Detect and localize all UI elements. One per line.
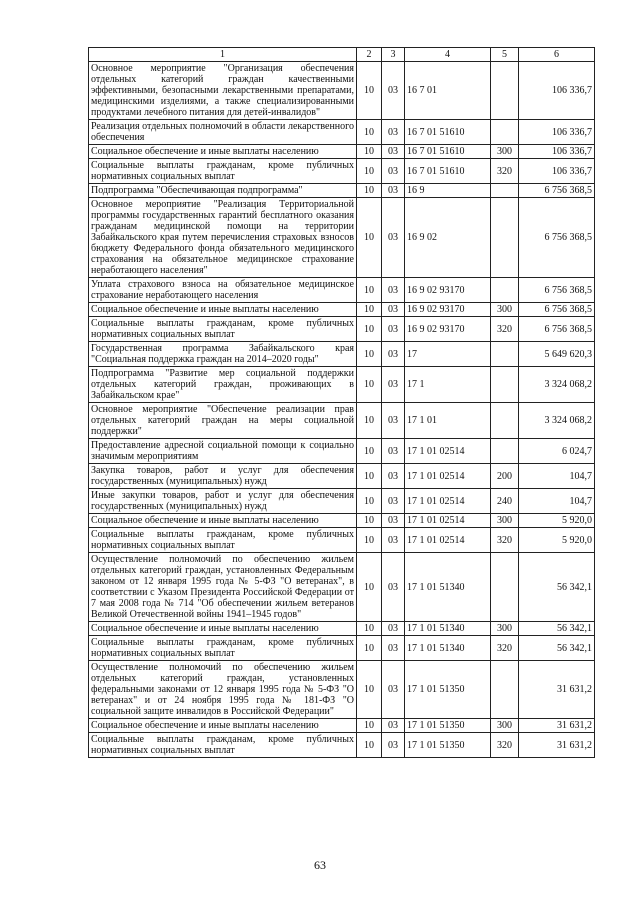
cell-csr: 17 1 01 bbox=[405, 403, 491, 439]
table-body bbox=[89, 62, 595, 758]
cell-name: Основное мероприятие "Реализация Территориальной программы государственных гарантий бесплатного оказания гражданам медицинской помощи на территории Забайкальского края путем перечисления страховых взносов бюджету Федерального фонда обязательного медицинского страхования на обязательное медицинское страхование неработающего населения" bbox=[89, 198, 357, 278]
cell-csr: 16 7 01 bbox=[405, 62, 491, 120]
cell-name: Иные закупки товаров, работ и услуг для обеспечения государственных (муниципальных) нужд bbox=[89, 489, 357, 514]
cell-vr bbox=[491, 198, 519, 278]
cell-csr: 16 9 bbox=[405, 184, 491, 198]
table-row bbox=[89, 636, 595, 661]
cell-vr: 240 bbox=[491, 489, 519, 514]
cell-name: Социальные выплаты гражданам, кроме публичных нормативных социальных выплат bbox=[89, 733, 357, 758]
cell-vr bbox=[491, 62, 519, 120]
cell-rz: 10 bbox=[357, 159, 382, 184]
cell-rz: 10 bbox=[357, 303, 382, 317]
cell-vr: 300 bbox=[491, 303, 519, 317]
budget-table bbox=[88, 47, 595, 758]
cell-rz: 10 bbox=[357, 184, 382, 198]
table-row bbox=[89, 719, 595, 733]
cell-name: Социальные выплаты гражданам, кроме публичных нормативных социальных выплат bbox=[89, 317, 357, 342]
cell-sum: 5 920,0 bbox=[519, 514, 595, 528]
cell-csr: 16 9 02 bbox=[405, 198, 491, 278]
cell-sum: 104,7 bbox=[519, 489, 595, 514]
cell-sum: 106 336,7 bbox=[519, 120, 595, 145]
cell-rz: 10 bbox=[357, 622, 382, 636]
cell-vr: 320 bbox=[491, 317, 519, 342]
cell-sum: 6 756 368,5 bbox=[519, 184, 595, 198]
cell-csr: 17 1 01 51350 bbox=[405, 719, 491, 733]
cell-csr: 17 1 01 02514 bbox=[405, 528, 491, 553]
cell-pr: 03 bbox=[382, 489, 405, 514]
cell-sum: 3 324 068,2 bbox=[519, 367, 595, 403]
table-row bbox=[89, 303, 595, 317]
cell-csr: 17 1 01 51350 bbox=[405, 661, 491, 719]
table-row bbox=[89, 278, 595, 303]
cell-vr: 200 bbox=[491, 464, 519, 489]
cell-sum: 106 336,7 bbox=[519, 145, 595, 159]
cell-pr: 03 bbox=[382, 553, 405, 622]
cell-pr: 03 bbox=[382, 622, 405, 636]
table-row bbox=[89, 342, 595, 367]
cell-pr: 03 bbox=[382, 303, 405, 317]
cell-vr: 300 bbox=[491, 145, 519, 159]
table-row bbox=[89, 489, 595, 514]
cell-pr: 03 bbox=[382, 120, 405, 145]
cell-pr: 03 bbox=[382, 514, 405, 528]
cell-pr: 03 bbox=[382, 464, 405, 489]
cell-csr: 16 7 01 51610 bbox=[405, 159, 491, 184]
cell-vr: 320 bbox=[491, 159, 519, 184]
cell-pr: 03 bbox=[382, 528, 405, 553]
cell-csr: 17 1 01 02514 bbox=[405, 439, 491, 464]
cell-rz: 10 bbox=[357, 661, 382, 719]
cell-name: Социальные выплаты гражданам, кроме публичных нормативных социальных выплат bbox=[89, 159, 357, 184]
cell-name: Закупка товаров, работ и услуг для обеспечения государственных (муниципальных) нужд bbox=[89, 464, 357, 489]
cell-csr: 17 1 01 51340 bbox=[405, 553, 491, 622]
cell-rz: 10 bbox=[357, 403, 382, 439]
header-cell: 3 bbox=[382, 48, 405, 62]
cell-vr bbox=[491, 367, 519, 403]
cell-sum: 31 631,2 bbox=[519, 719, 595, 733]
cell-sum: 31 631,2 bbox=[519, 661, 595, 719]
cell-rz: 10 bbox=[357, 464, 382, 489]
cell-rz: 10 bbox=[357, 636, 382, 661]
table-row bbox=[89, 553, 595, 622]
table-row bbox=[89, 184, 595, 198]
table-row bbox=[89, 317, 595, 342]
cell-pr: 03 bbox=[382, 317, 405, 342]
cell-name: Социальные выплаты гражданам, кроме публичных нормативных социальных выплат bbox=[89, 636, 357, 661]
cell-vr bbox=[491, 342, 519, 367]
table-row bbox=[89, 403, 595, 439]
table-row bbox=[89, 622, 595, 636]
cell-pr: 03 bbox=[382, 198, 405, 278]
cell-csr: 17 1 bbox=[405, 367, 491, 403]
cell-name: Уплата страхового взноса на обязательное медицинское страхование неработающего населения bbox=[89, 278, 357, 303]
header-cell: 6 bbox=[519, 48, 595, 62]
cell-rz: 10 bbox=[357, 120, 382, 145]
cell-csr: 17 1 01 02514 bbox=[405, 464, 491, 489]
cell-sum: 3 324 068,2 bbox=[519, 403, 595, 439]
cell-csr: 17 1 01 02514 bbox=[405, 514, 491, 528]
header-cell: 2 bbox=[357, 48, 382, 62]
cell-pr: 03 bbox=[382, 367, 405, 403]
table-row bbox=[89, 733, 595, 758]
cell-rz: 10 bbox=[357, 439, 382, 464]
header-cell: 5 bbox=[491, 48, 519, 62]
cell-csr: 16 9 02 93170 bbox=[405, 303, 491, 317]
cell-sum: 56 342,1 bbox=[519, 622, 595, 636]
cell-sum: 5 920,0 bbox=[519, 528, 595, 553]
cell-sum: 56 342,1 bbox=[519, 636, 595, 661]
table-row bbox=[89, 528, 595, 553]
cell-rz: 10 bbox=[357, 553, 382, 622]
cell-csr: 16 9 02 93170 bbox=[405, 278, 491, 303]
cell-vr: 300 bbox=[491, 514, 519, 528]
cell-rz: 10 bbox=[357, 367, 382, 403]
cell-rz: 10 bbox=[357, 514, 382, 528]
cell-csr: 17 1 01 51340 bbox=[405, 636, 491, 661]
cell-name: Подпрограмма "Обеспечивающая подпрограмма" bbox=[89, 184, 357, 198]
cell-vr bbox=[491, 553, 519, 622]
cell-pr: 03 bbox=[382, 145, 405, 159]
cell-sum: 104,7 bbox=[519, 464, 595, 489]
cell-sum: 5 649 620,3 bbox=[519, 342, 595, 367]
cell-name: Осуществление полномочий по обеспечению жильем отдельных категорий граждан, установленных федеральными законами от 12 января 1995 года № 5-ФЗ "О ветеранах" и от 24 ноября 1995 года № 181-ФЗ "О социальной защите инвалидов в Российской Федерации" bbox=[89, 661, 357, 719]
cell-csr: 16 7 01 51610 bbox=[405, 145, 491, 159]
cell-csr: 17 1 01 51340 bbox=[405, 622, 491, 636]
cell-name: Предоставление адресной социальной помощи к социально значимым мероприятиям bbox=[89, 439, 357, 464]
cell-vr: 300 bbox=[491, 719, 519, 733]
header-cell: 4 bbox=[405, 48, 491, 62]
cell-rz: 10 bbox=[357, 719, 382, 733]
cell-pr: 03 bbox=[382, 439, 405, 464]
cell-pr: 03 bbox=[382, 159, 405, 184]
cell-sum: 6 756 368,5 bbox=[519, 198, 595, 278]
cell-name: Социальное обеспечение и иные выплаты населению bbox=[89, 145, 357, 159]
cell-name: Социальное обеспечение и иные выплаты населению bbox=[89, 514, 357, 528]
cell-pr: 03 bbox=[382, 403, 405, 439]
table-row bbox=[89, 120, 595, 145]
header-cell: 1 bbox=[89, 48, 357, 62]
page-number: 63 bbox=[314, 858, 326, 872]
cell-name: Социальное обеспечение и иные выплаты населению bbox=[89, 719, 357, 733]
cell-rz: 10 bbox=[357, 528, 382, 553]
table-header-row bbox=[89, 48, 595, 62]
cell-rz: 10 bbox=[357, 62, 382, 120]
cell-rz: 10 bbox=[357, 489, 382, 514]
cell-sum: 31 631,2 bbox=[519, 733, 595, 758]
cell-pr: 03 bbox=[382, 733, 405, 758]
cell-vr: 320 bbox=[491, 733, 519, 758]
cell-vr: 300 bbox=[491, 622, 519, 636]
cell-pr: 03 bbox=[382, 636, 405, 661]
table-row bbox=[89, 145, 595, 159]
table-row bbox=[89, 367, 595, 403]
cell-name: Осуществление полномочий по обеспечению жильем отдельных категорий граждан, установленных Федеральным законом от 12 января 1995 года № 5-ФЗ "О ветеранах", в соответствии с Указом Президента Российской Федерации от 7 мая 2008 года № 714 "Об обеспечении жильем ветеранов Великой Отечественной войны 1941–1945 годов" bbox=[89, 553, 357, 622]
cell-pr: 03 bbox=[382, 184, 405, 198]
cell-name: Основное мероприятие "Обеспечение реализации прав отдельных категорий граждан на меры социальной поддержки" bbox=[89, 403, 357, 439]
cell-csr: 17 1 01 51350 bbox=[405, 733, 491, 758]
table-row bbox=[89, 159, 595, 184]
cell-sum: 106 336,7 bbox=[519, 62, 595, 120]
cell-sum: 6 756 368,5 bbox=[519, 317, 595, 342]
table-row bbox=[89, 514, 595, 528]
cell-pr: 03 bbox=[382, 62, 405, 120]
cell-vr: 320 bbox=[491, 528, 519, 553]
cell-rz: 10 bbox=[357, 733, 382, 758]
cell-sum: 6 024,7 bbox=[519, 439, 595, 464]
cell-vr bbox=[491, 184, 519, 198]
cell-name: Реализация отдельных полномочий в области лекарственного обеспечения bbox=[89, 120, 357, 145]
cell-vr bbox=[491, 439, 519, 464]
cell-sum: 6 756 368,5 bbox=[519, 303, 595, 317]
cell-rz: 10 bbox=[357, 317, 382, 342]
table-row bbox=[89, 62, 595, 120]
cell-name: Социальные выплаты гражданам, кроме публичных нормативных социальных выплат bbox=[89, 528, 357, 553]
cell-vr bbox=[491, 278, 519, 303]
cell-vr: 320 bbox=[491, 636, 519, 661]
cell-rz: 10 bbox=[357, 198, 382, 278]
cell-name: Основное мероприятие "Организация обеспечения отдельных категорий граждан качественными эффективными, безопасными лекарственными препаратами, медицинскими изделиями, а также специализированными продуктами лечебного питания для детей-инвалидов" bbox=[89, 62, 357, 120]
cell-rz: 10 bbox=[357, 278, 382, 303]
cell-vr bbox=[491, 120, 519, 145]
cell-rz: 10 bbox=[357, 342, 382, 367]
cell-vr bbox=[491, 661, 519, 719]
cell-csr: 16 7 01 51610 bbox=[405, 120, 491, 145]
cell-rz: 10 bbox=[357, 145, 382, 159]
cell-name: Подпрограмма "Развитие мер социальной поддержки отдельных категорий граждан, проживающих в Забайкальском крае" bbox=[89, 367, 357, 403]
cell-pr: 03 bbox=[382, 719, 405, 733]
cell-vr bbox=[491, 403, 519, 439]
cell-name: Социальное обеспечение и иные выплаты населению bbox=[89, 622, 357, 636]
cell-csr: 17 1 01 02514 bbox=[405, 489, 491, 514]
table-row bbox=[89, 661, 595, 719]
cell-csr: 17 bbox=[405, 342, 491, 367]
cell-pr: 03 bbox=[382, 661, 405, 719]
cell-sum: 56 342,1 bbox=[519, 553, 595, 622]
cell-csr: 16 9 02 93170 bbox=[405, 317, 491, 342]
table-row bbox=[89, 464, 595, 489]
table-row bbox=[89, 439, 595, 464]
cell-name: Государственная программа Забайкальского края "Социальная поддержка граждан на 2014–2020 годы" bbox=[89, 342, 357, 367]
cell-sum: 6 756 368,5 bbox=[519, 278, 595, 303]
table-row bbox=[89, 198, 595, 278]
cell-sum: 106 336,7 bbox=[519, 159, 595, 184]
cell-pr: 03 bbox=[382, 342, 405, 367]
cell-name: Социальное обеспечение и иные выплаты населению bbox=[89, 303, 357, 317]
cell-pr: 03 bbox=[382, 278, 405, 303]
